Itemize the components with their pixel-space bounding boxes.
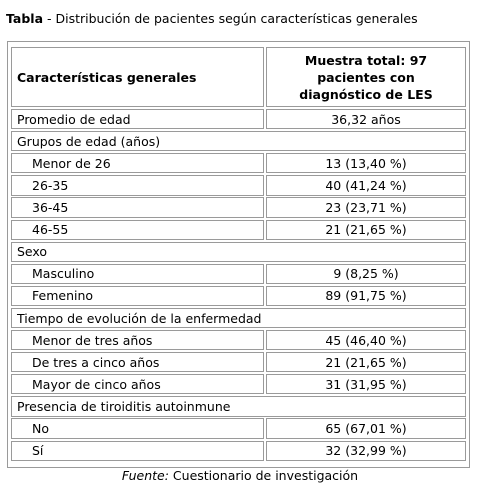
row-label: Promedio de edad bbox=[11, 109, 264, 129]
value-cell: 21 (21,65 %) bbox=[266, 220, 466, 240]
caption-text: Distribución de pacientes según características generales bbox=[55, 11, 418, 26]
caption-separator: - bbox=[43, 11, 56, 26]
subcategory-label: De tres a cinco años bbox=[11, 352, 264, 372]
group-row: Grupos de edad (años) bbox=[11, 131, 466, 151]
subcategory-label: Femenino bbox=[11, 286, 264, 306]
value-cell: 21 (21,65 %) bbox=[266, 352, 466, 372]
source-label: Fuente: bbox=[121, 468, 169, 483]
value-cell: 13 (13,40 %) bbox=[266, 153, 466, 173]
value-cell: 89 (91,75 %) bbox=[266, 286, 466, 306]
value-cell: 36,32 años bbox=[266, 109, 466, 129]
value-cell: 40 (41,24 %) bbox=[266, 175, 466, 195]
header-characteristics: Características generales bbox=[11, 47, 264, 107]
table-caption bbox=[6, 11, 418, 26]
subcategory-label: Menor de tres años bbox=[11, 330, 264, 350]
subcategory-label: No bbox=[11, 418, 264, 438]
group-row: Tiempo de evolución de la enfermedad bbox=[11, 308, 466, 328]
value-cell: 65 (67,01 %) bbox=[266, 418, 466, 438]
value-cell: 31 (31,95 %) bbox=[266, 374, 466, 394]
subcategory-label: Sí bbox=[11, 441, 264, 461]
value-cell: 32 (32,99 %) bbox=[266, 441, 466, 461]
subcategory-label: Mayor de cinco años bbox=[11, 374, 264, 394]
group-row: Presencia de tiroiditis autoinmune bbox=[11, 396, 466, 416]
subcategory-label: Menor de 26 bbox=[11, 153, 264, 173]
source-text: Cuestionario de investigación bbox=[172, 468, 359, 483]
subcategory-label: 26-35 bbox=[11, 175, 264, 195]
subcategory-label: Masculino bbox=[11, 264, 264, 284]
caption-label: Tabla bbox=[6, 11, 44, 26]
value-cell: 9 (8,25 %) bbox=[266, 264, 466, 284]
subcategory-label: 36-45 bbox=[11, 197, 264, 217]
group-row: Sexo bbox=[11, 242, 466, 262]
subcategory-label: 46-55 bbox=[11, 220, 264, 240]
value-cell: 45 (46,40 %) bbox=[266, 330, 466, 350]
table-source bbox=[0, 468, 480, 483]
value-cell: 23 (23,71 %) bbox=[266, 197, 466, 217]
header-total-sample: Muestra total: 97 pacientes con diagnóstico de LES bbox=[266, 47, 466, 107]
